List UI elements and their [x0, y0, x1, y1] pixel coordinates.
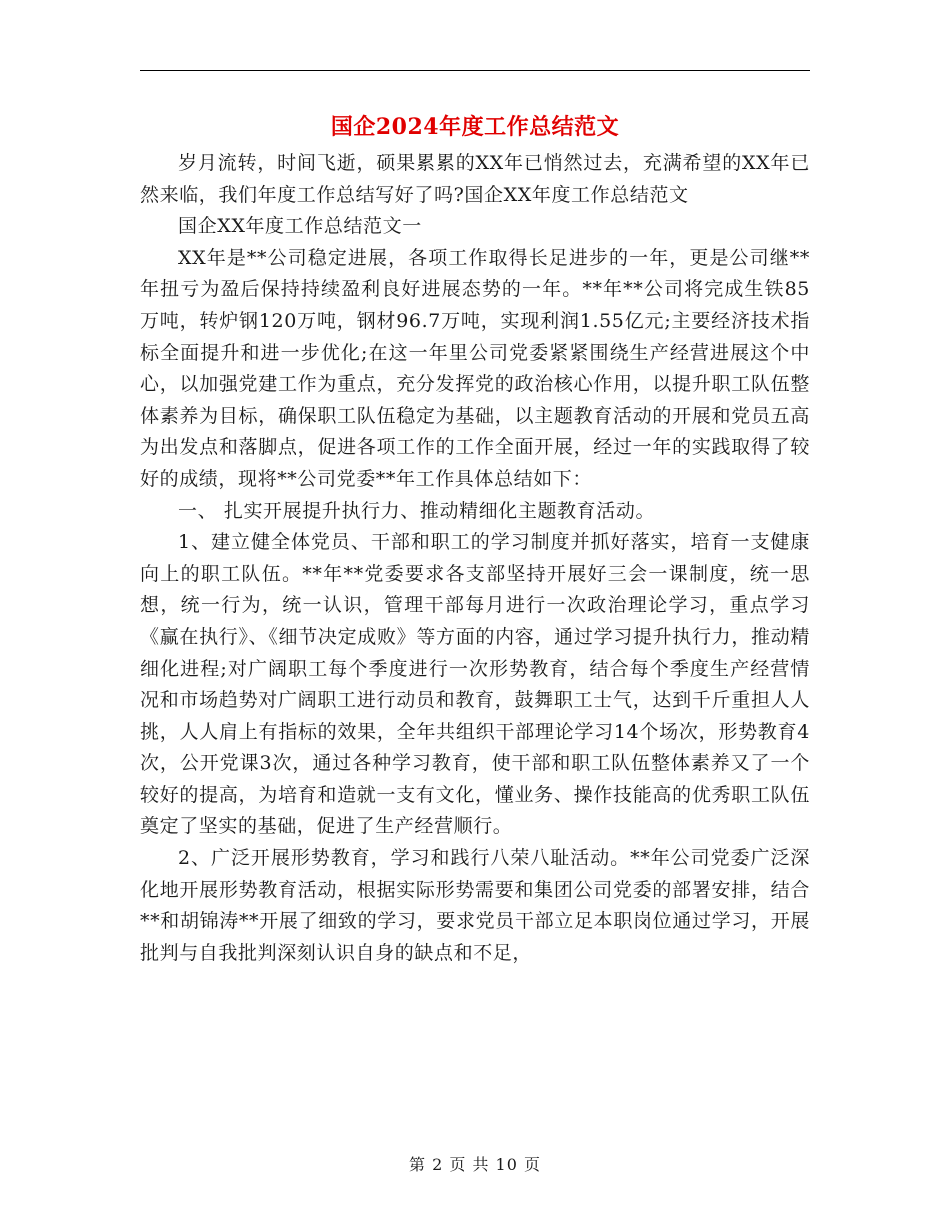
page-number-footer: 第 2 页 共 10 页 [409, 1155, 541, 1174]
header-rule [140, 70, 810, 71]
item-paragraph-2: 2、广泛开展形势教育，学习和践行八荣八耻活动。**年公司党委广泛深化地开展形势教育活动，根据实际形势需要和集团公司党委的部署安排，结合 **和胡锦涛**开展了细致的学习，要求党员干部立足本职岗位通过学习，开展批判与自我批判深刻认识自身的缺点和不足， [140, 847, 810, 964]
section-heading-1: 一、 扎实开展提升执行力、推动精细化主题教育活动。 [178, 499, 656, 522]
document-title: 国企2024年度工作总结范文 [330, 114, 620, 140]
subtitle-paragraph: 国企XX年度工作总结范文一 [178, 215, 422, 238]
document-body [140, 148, 810, 969]
intro-paragraph: 岁月流转，时间飞逝，硕果累累的XX年已悄然过去，充满希望的XX年已然来临，我们年度工作总结写好了吗?国企XX年度工作总结范文 [140, 152, 810, 206]
overview-paragraph: XX年是**公司稳定进展，各项工作取得长足进步的一年，更是公司继**年扭亏为盈后保持持续盈利良好进展态势的一年。**年**公司将完成生铁85万吨，转炉钢120万吨，钢材96.7万吨，实现利润1.55亿元;主要经济技术指标全面提升和进一步优化;在这一年里公司党委紧紧围绕生产经营进展这个中心，以加强党建工作为重点，充分发挥党的政治核心作用，以提升职工队伍整体素养为目标，确保职工队伍稳定为基础，以主题教育活动的开展和党员五高为出发点和落脚点，促进各项工作的工作全面开展，经过一年的实践取得了较好的成绩，现将**公司党委**年工作具体总结如下： [140, 246, 810, 490]
item-paragraph-1: 1、建立健全体党员、干部和职工的学习制度并抓好落实，培育一支健康向上的职工队伍。**年**党委要求各支部坚持开展好三会一课制度，统一思想，统一行为，统一认识，管理干部每月进行一次政治理论学习，重点学习《赢在执行》、《细节决定成败》等方面的内容，通过学习提升执行力，推动精细化进程;对广阔职工每个季度进行一次形势教育，结合每个季度生产经营情况和市场趋势对广阔职工进行动员和教育，鼓舞职工士气，达到千斤重担人人挑，人人肩上有指标的效果，全年共组织干部理论学习14个场次，形势教育4次，公开党课3次，通过各种学习教育，使干部和职工队伍整体素养又了一个较好的提高，为培育和造就一支有文化，懂业务、操作技能高的优秀职工队伍奠定了坚实的基础，促进了生产经营顺行。 [140, 531, 810, 838]
